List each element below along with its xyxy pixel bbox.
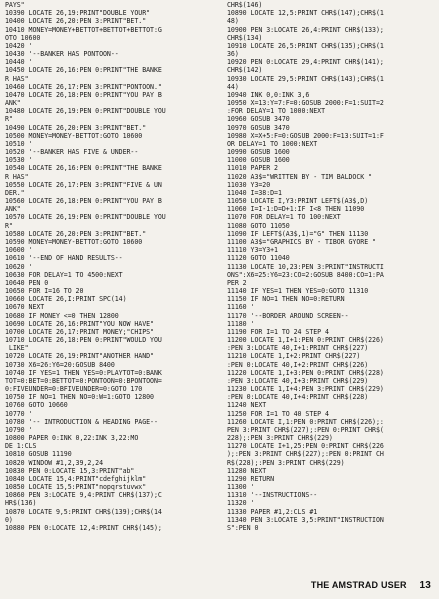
code-line: 11050 LOCATE I,Y3:PRINT LEFT$(A3$,D): [227, 197, 369, 206]
code-line: 11080 GOTO 11050: [227, 221, 290, 230]
code-line: HR$(136): [5, 499, 37, 508]
code-line: 10580 LOCATE 26,20:PEN 3:PRINT"BET.": [5, 229, 147, 238]
code-line: 10510 ': [5, 139, 33, 148]
code-line: S":PEN 0: [227, 524, 259, 532]
code-line: 10940 INK 0,0:INK 3,6: [227, 90, 310, 99]
code-line: 10440 ': [5, 58, 33, 67]
code-line: 36): [227, 50, 239, 59]
code-line: 11270 LOCATE I+1,25:PEN 0:PRINT CHR$(226: [227, 442, 384, 451]
code-line: 10500 MONEY=MONEY-BETTOT:GOTO 10600: [5, 131, 143, 140]
code-listing-left-column: [5, 1, 215, 571]
code-line: 10930 LOCATE 29,5:PRINT CHR$(143);CHR$(1: [227, 74, 384, 83]
code-line: 10790 ': [5, 425, 33, 434]
code-line: 11110 Y3=Y3+1: [227, 246, 278, 255]
code-line: DER.": [5, 188, 25, 197]
code-line: 10970 GOSUB 3470: [227, 123, 290, 132]
code-line: 10410 MONEY=MONEY+BETTOT+BETTOT+BETTOT:G: [5, 25, 162, 34]
code-line: CHR$(146): [227, 1, 263, 9]
code-line: 10710 LOCATE 26,18:PEN 0:PRINT"WOULD YOU: [5, 336, 162, 345]
code-line: CHR$(142): [227, 66, 263, 75]
code-line: 11160 ': [227, 303, 255, 312]
code-line: 44): [227, 82, 239, 91]
code-line: 11010 PAPER 2: [227, 164, 278, 173]
code-line: 10610 '--END OF HAND RESULTS--: [5, 254, 123, 263]
code-line: 10560 LOCATE 26,18:PEN 0:PRINT"YOU PAY B: [5, 197, 162, 206]
code-line: 10870 LOCATE 9,5:PRINT CHR$(139);CHR$(14: [5, 507, 162, 516]
code-line: 10950 X=13:Y=7:F=0:GOSUB 2000:F=1:SUIT=2: [227, 99, 384, 108]
code-line: 10820 WINDOW #1,2,39,2,24: [5, 458, 103, 467]
page-footer: [311, 580, 431, 591]
code-line: 11070 FOR DELAY=1 TO 100:NEXT: [227, 213, 341, 222]
code-line: 10850 LOCATE 15,5:PRINT"nopqrstuvwx": [5, 483, 147, 492]
code-line: 10630 FOR DELAY=1 TO 4500:NEXT: [5, 270, 123, 279]
code-line: 10660 LOCATE 26,I:PRINT SPC(14): [5, 295, 127, 304]
code-line: );:PEN 3:PRINT CHR$(227);:PEN 0:PRINT CH: [227, 450, 384, 459]
code-line: 10460 LOCATE 26,17:PEN 3:PRINT"PONTOON.": [5, 82, 162, 91]
code-line: 10480 LOCATE 26,19:PEN 0:PRINT"DOUBLE YOU: [5, 107, 166, 116]
code-line: 11340 PEN 3:LOCATE 3,5:PRINT"INSTRUCTION: [227, 515, 384, 524]
code-line: R": [5, 115, 13, 124]
code-line: 10690 LOCATE 26,16:PRINT"YOU NOW HAVE": [5, 319, 154, 328]
code-line: 10990 GOSUB 1600: [227, 148, 290, 157]
code-line: 10980 X=X+5:F=0:GOSUB 2000:F=13:SUIT=1:F: [227, 131, 384, 140]
code-line: PAYS": [5, 1, 25, 9]
code-line: 11120 GOTO 11040: [227, 254, 290, 263]
code-line: 10490 LOCATE 26,20:PEN 3:PRINT"BET.": [5, 123, 147, 132]
code-line: ONS":X6=25:Y6=23:CO=2:GOSUB 8400:CO=1:PA: [227, 270, 384, 279]
code-line: R$(228);:PEN 3:PRINT CHR$(229): [227, 458, 345, 467]
code-line: PEN 3:PRINT CHR$(227);:PEN 0:PRINT CHR$(: [227, 425, 384, 434]
code-line: 10860 PEN 3:LOCATE 9,4:PRINT CHR$(137);C: [5, 491, 162, 500]
code-line: 10700 LOCATE 26,17:PRINT MONEY;"CHIPS": [5, 327, 154, 336]
code-line: 228);:PEN 3:PRINT CHR$(229): [227, 434, 333, 443]
code-line: 0:FIVEUNDER=0:BFIVEUNDER=0:GOTO 170: [5, 385, 143, 394]
code-line: 10830 PEN 0:LOCATE 15,3:PRINT"ab": [5, 466, 135, 475]
code-line: 11290 RETURN: [227, 474, 275, 483]
code-line: 11060 I=I-1:D=D+1:IF I<8 THEN 11090: [227, 205, 365, 214]
code-line: 10600 ': [5, 246, 33, 255]
code-line: 10730 X6=26:Y6=20:GOSUB 8400: [5, 360, 115, 369]
code-line: 10390 LOCATE 26,19:PRINT"DOUBLE YOUR": [5, 9, 151, 18]
publication-title: THE AMSTRAD USER: [310, 580, 407, 590]
code-line: :PEN 0:LOCATE 40,I+2:PRINT CHR$(226): [227, 360, 369, 369]
code-line: 10470 LOCATE 26,18:PEN 0:PRINT"YOU PAY B: [5, 90, 162, 99]
code-line: 10780 '-- INTRODUCTION & HEADING PAGE--: [5, 417, 158, 426]
code-line: R": [5, 221, 13, 230]
code-line: 10770 ': [5, 409, 33, 418]
code-line: 10680 IF MONEY <=0 THEN 12800: [5, 311, 119, 320]
code-line: :PEN 0:LOCATE 40,I+4:PRINT CHR$(228): [227, 393, 369, 402]
code-line: 11220 LOCATE 1,I+3:PEN 0:PRINT CHR$(228): [227, 368, 384, 377]
code-line: 10880 PEN 0:LOCATE 12,4:PRINT CHR$(145);: [5, 524, 162, 532]
code-line: 11310 '--INSTRUCTIONS--: [227, 491, 318, 500]
code-line: 10960 GOSUB 3470: [227, 115, 290, 124]
code-line: 10670 NEXT: [5, 303, 45, 312]
code-line: 10760 GOTO 10660: [5, 401, 68, 410]
code-line: 10800 PAPER 0:INK 0,22:INK 3,22:MO: [5, 434, 139, 443]
code-line: R HAS": [5, 74, 29, 83]
code-line: 11210 LOCATE 1,I+2:PRINT CHR$(227): [227, 352, 361, 361]
code-line: 10810 GOSUB 11190: [5, 450, 72, 459]
code-line: 10650 FOR I=16 TO 20: [5, 287, 84, 296]
code-line: 10620 ': [5, 262, 33, 271]
code-line: 0): [5, 515, 13, 524]
code-line: DE 1:CLS: [5, 442, 37, 451]
code-line: 11330 PAPER #1,2:CLS #1: [227, 507, 318, 516]
code-line: 10520 '--BANKER HAS FIVE & UNDER--: [5, 148, 139, 157]
code-line: 11000 GOSUB 1600: [227, 156, 290, 165]
code-line: 11280 NEXT: [227, 466, 267, 475]
code-line: 10920 PEN 0:LOCATE 29,4:PRINT CHR$(141);: [227, 58, 384, 67]
code-line: 10570 LOCATE 26,19:PEN 0:PRINT"DOUBLE YOU: [5, 213, 166, 222]
code-line: ANK": [5, 99, 21, 108]
code-line: 11100 A3$="GRAPHICS BY - TIBOR GYORE ": [227, 237, 376, 246]
code-line: 11300 ': [227, 483, 255, 492]
code-line: 11040 I=38:D=1: [227, 188, 282, 197]
code-line: 11090 IF LEFT$(A3$,1)="G" THEN 11130: [227, 229, 369, 238]
code-line: 10640 PEN 0: [5, 278, 49, 287]
code-line: 11320 ': [227, 499, 255, 508]
code-line: :PEN 3:LOCATE 40,I+3:PRINT CHR$(229): [227, 376, 369, 385]
code-line: 11250 FOR I=1 TO 40 STEP 4: [227, 409, 329, 418]
code-line: OTO 10600: [5, 33, 41, 42]
code-line: 11130 LOCATE 10,23:PEN 3:PRINT"INSTRUCTI: [227, 262, 384, 271]
code-line: 10590 MONEY=MONEY-BETTOT:GOTO 10600: [5, 237, 143, 246]
code-line: 11240 NEXT: [227, 401, 267, 410]
code-line: 10530 ': [5, 156, 33, 165]
code-line: 11020 A3$="WRITTEN BY - TIM BALDOCK ": [227, 172, 373, 181]
code-line: LIKE": [5, 344, 29, 353]
code-line: 48): [227, 17, 239, 26]
code-line: TOT=0:BET=0:BETTOT=0:PONTOON=0:BPONTOON=: [5, 376, 162, 385]
code-line: :FOR DELAY=1 TO 1000:NEXT: [227, 107, 325, 116]
code-line: 10420 ': [5, 41, 33, 50]
code-line: 10740 IF YES=1 THEN YES=0:PLAYTOT=0:BANK: [5, 368, 162, 377]
code-line: 11230 LOCATE 1,I+4:PEN 3:PRINT CHR$(229): [227, 385, 384, 394]
code-line: 11170 '--BORDER AROUND SCREEN--: [227, 311, 349, 320]
code-line: 11190 FOR I=1 TO 24 STEP 4: [227, 327, 329, 336]
code-line: 10450 LOCATE 26,16:PEN 0:PRINT"THE BANKE: [5, 66, 162, 75]
code-line: ANK": [5, 205, 21, 214]
code-line: 10400 LOCATE 26,20:PEN 3:PRINT"BET.": [5, 17, 147, 26]
code-line: 11140 IF YES=1 THEN YES=0:GOTO 11310: [227, 287, 369, 296]
code-line: 11030 Y3=20: [227, 180, 271, 189]
code-line: CHR$(134): [227, 33, 263, 42]
code-listing-right-column: [227, 1, 434, 532]
code-line: 10540 LOCATE 26,16:PEN 0:PRINT"THE BANKE: [5, 164, 162, 173]
code-line: PER 2: [227, 278, 247, 287]
page-number: 13: [419, 580, 431, 591]
code-line: 10720 LOCATE 26,19:PRINT"ANOTHER HAND": [5, 352, 154, 361]
code-line: 10900 PEN 3:LOCATE 26,4:PRINT CHR$(133);: [227, 25, 384, 34]
code-line: 11200 LOCATE 1,I+1:PEN 0:PRINT CHR$(226): [227, 336, 384, 345]
code-line: 10910 LOCATE 26,5:PRINT CHR$(135);CHR$(1: [227, 41, 384, 50]
code-line: :PEN 3:LOCATE 40,I+1:PRINT CHR$(227): [227, 344, 369, 353]
code-line: 10840 LOCATE 15,4:PRINT"cdefghijklm": [5, 474, 147, 483]
code-line: 10750 IF NO=1 THEN NO=0:W=1:GOTO 12800: [5, 393, 154, 402]
code-line: OR DELAY=1 TO 1000:NEXT: [227, 139, 318, 148]
code-line: 10550 LOCATE 26,17:PEN 3:PRINT"FIVE & UN: [5, 180, 162, 189]
code-line: 10890 LOCATE 12,5:PRINT CHR$(147);CHR$(1: [227, 9, 384, 18]
code-line: 11180 ': [227, 319, 255, 328]
code-line: R HAS": [5, 172, 29, 181]
code-line: 11150 IF NO=1 THEN NO=0:RETURN: [227, 295, 345, 304]
code-line: 10430 '--BANKER HAS PONTOON--: [5, 50, 119, 59]
code-line: 11260 LOCATE I,1:PEN 0:PRINT CHR$(226);:: [227, 417, 384, 426]
